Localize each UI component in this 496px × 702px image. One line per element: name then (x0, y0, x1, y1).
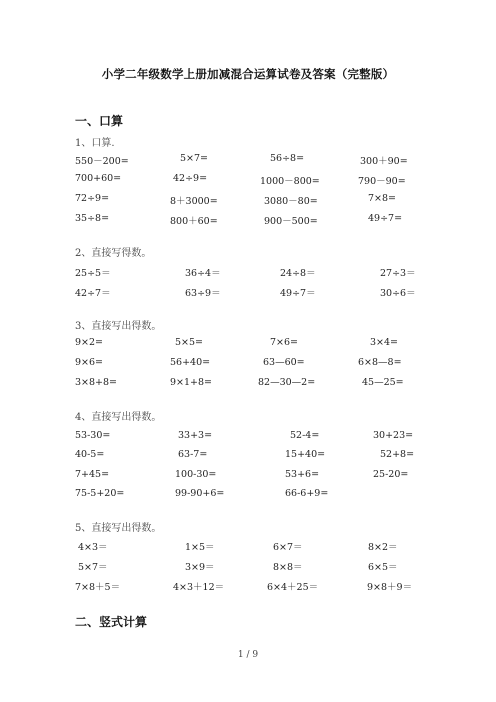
group-4-row-1 (75, 430, 425, 444)
problem: 550－200= (75, 156, 129, 167)
problem: 24÷8＝ (280, 268, 316, 279)
problem: 9×6= (75, 357, 104, 368)
group-5-row-1 (75, 539, 425, 553)
problem: 9×1+8= (170, 377, 213, 388)
problem: 33+3= (178, 430, 213, 441)
problem: 3×9＝ (185, 562, 215, 573)
group-2-row-2 (75, 285, 425, 299)
problem: 7×8＋5＝ (75, 582, 121, 593)
problem: 52+8= (380, 449, 415, 460)
problem: 5×5= (175, 337, 204, 348)
problem: 56÷8= (270, 153, 305, 164)
problem: 7×8= (368, 193, 397, 204)
problem: 82—30—2= (258, 377, 316, 388)
problem: 6×8—8= (358, 357, 402, 368)
problem: 30÷6＝ (380, 288, 416, 299)
problem: 6×5＝ (368, 562, 398, 573)
problem: 25-20= (373, 469, 409, 480)
problem: 63-7= (178, 449, 208, 460)
group-5-row-3 (75, 579, 425, 593)
problem: 800＋60= (170, 216, 218, 227)
group-1-row-2 (75, 173, 425, 187)
problem: 15+40= (285, 449, 326, 460)
problem: 7×6= (270, 337, 299, 348)
group-5-label: 5、直接写出得数。 (75, 523, 162, 534)
problem: 56+40= (170, 357, 211, 368)
problem: 1000－800= (260, 176, 320, 187)
problem: 3×8+8= (75, 377, 118, 388)
problem: 36÷4＝ (185, 268, 221, 279)
group-1-label: 1、口算. (75, 138, 115, 149)
problem: 5×7＝ (78, 562, 108, 573)
problem: 42÷9= (173, 173, 208, 184)
problem: 66-6+9= (285, 488, 329, 499)
document-title: 小学二年级数学上册加减混合运算试卷及答案（完整版） (101, 67, 395, 81)
group-3-label: 3、直接写出得数。 (75, 321, 162, 332)
problem: 63—60= (263, 357, 305, 368)
problem: 45—25= (362, 377, 404, 388)
problem: 700+60= (75, 173, 122, 184)
group-1-row-1 (75, 153, 425, 167)
section-heading-oral-calculation: 一、口算 (75, 114, 124, 128)
problem: 8×2＝ (368, 542, 398, 553)
group-2-label: 2、直接写得数。 (75, 248, 152, 259)
problem: 6×7＝ (273, 542, 303, 553)
group-3-row-3 (75, 377, 425, 391)
group-3-row-1 (75, 337, 425, 351)
problem: 4×3＝ (78, 542, 108, 553)
problem: 53+6= (285, 469, 320, 480)
group-3-row-2 (75, 357, 425, 371)
group-5-row-2 (75, 559, 425, 573)
group-1-row-3 (75, 193, 425, 207)
problem: 99-90+6= (175, 488, 225, 499)
problem: 790－90= (358, 176, 406, 187)
problem: 300＋90= (360, 156, 408, 167)
problem: 72÷9= (75, 193, 110, 204)
problem: 5×7= (180, 153, 209, 164)
problem: 49÷7= (368, 213, 403, 224)
group-4-row-4 (75, 488, 425, 502)
problem: 63÷9＝ (185, 288, 221, 299)
problem: 40-5= (75, 449, 105, 460)
group-4-row-3 (75, 469, 425, 483)
group-4-row-2 (75, 449, 425, 463)
problem: 9×2= (75, 337, 104, 348)
page-number: 1 / 9 (237, 650, 259, 660)
problem: 75-5+20= (75, 488, 125, 499)
group-1-row-4 (75, 213, 425, 227)
problem: 1×5＝ (185, 542, 215, 553)
group-4-label: 4、直接写出得数。 (75, 412, 162, 423)
problem: 53-30= (75, 430, 111, 441)
problem: 52-4= (290, 430, 320, 441)
problem: 4×3＋12＝ (173, 582, 225, 593)
problem: 25÷5＝ (75, 268, 111, 279)
section-heading-vertical-calculation: 二、竖式计算 (75, 615, 148, 629)
problem: 27÷3＝ (380, 268, 416, 279)
problem: 3080－80= (264, 196, 318, 207)
problem: 9×8＋9＝ (367, 582, 413, 593)
problem: 35÷8= (75, 213, 110, 224)
problem: 3×4= (370, 337, 399, 348)
problem: 7+45= (75, 469, 110, 480)
problem: 900－500= (264, 216, 318, 227)
group-2-row-1 (75, 265, 425, 279)
problem: 49÷7＝ (280, 288, 316, 299)
problem: 42÷7＝ (75, 288, 111, 299)
problem: 30+23= (373, 430, 414, 441)
problem: 6×4＋25＝ (267, 582, 319, 593)
problem: 100-30= (175, 469, 217, 480)
problem: 8＋3000= (170, 196, 218, 207)
problem: 8×8＝ (273, 562, 303, 573)
